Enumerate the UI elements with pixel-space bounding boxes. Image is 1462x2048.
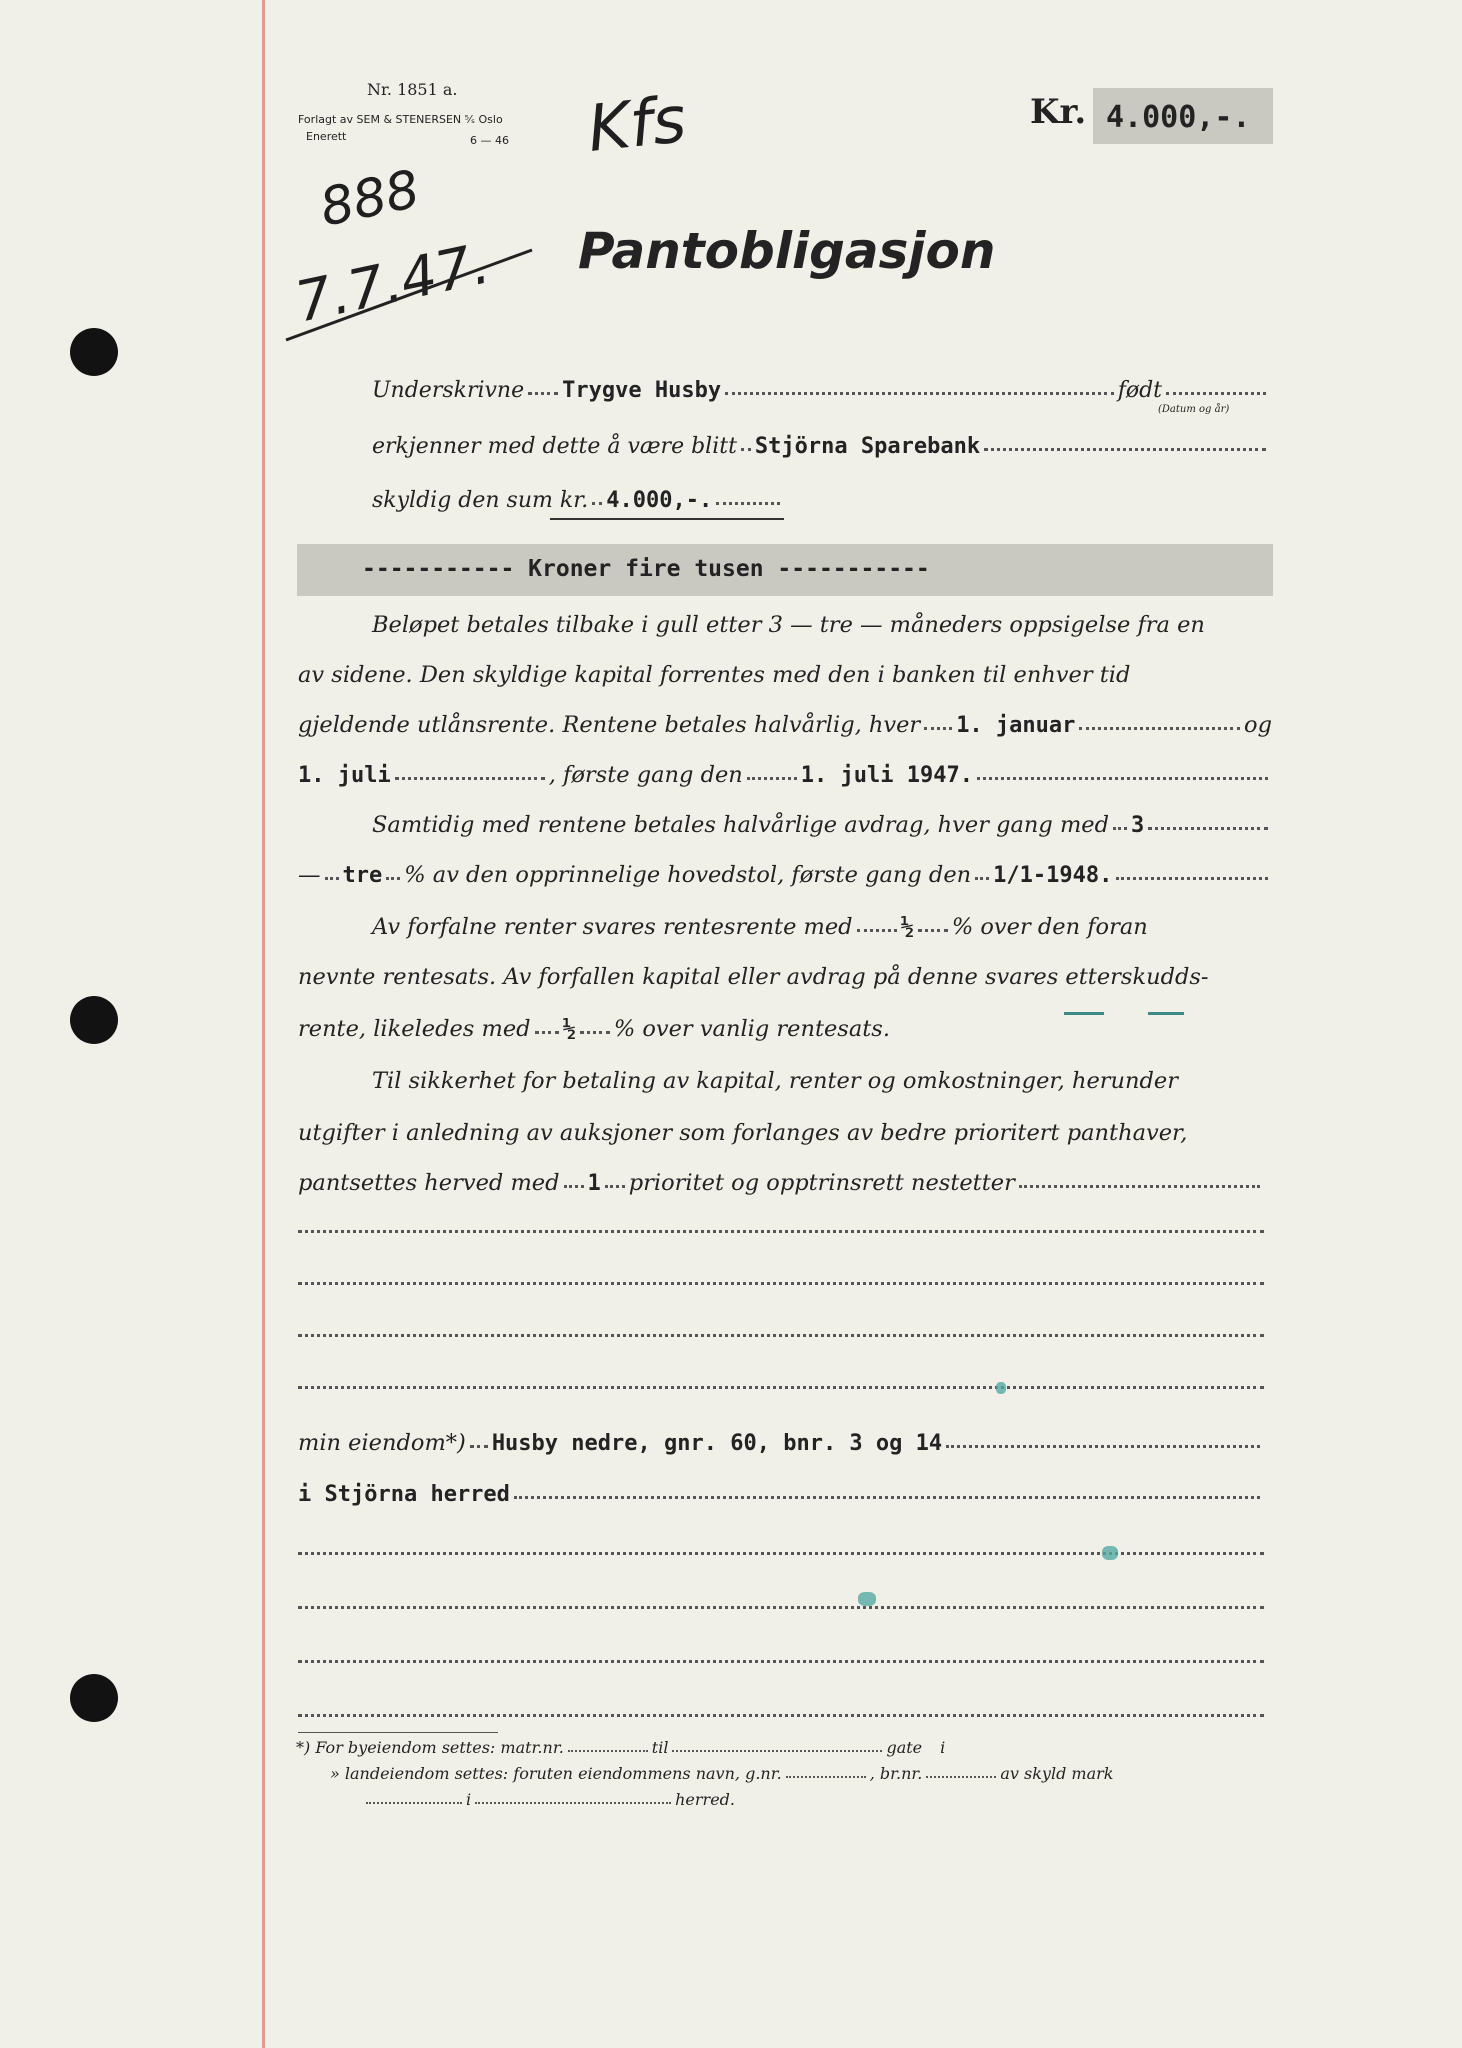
p2-line1-text: Samtidig med rentene betales halvårlige avdrag, hver gang med xyxy=(372,812,1110,838)
installment-percent: 3 xyxy=(1131,813,1145,838)
dot-leader xyxy=(475,1802,671,1804)
p3-line3-end: % over vanlig rentesats. xyxy=(613,1016,891,1042)
dot-leader xyxy=(946,1445,1260,1448)
punch-hole-bottom xyxy=(70,1674,118,1722)
blank-line xyxy=(298,1552,1264,1555)
blank-line xyxy=(298,1660,1264,1663)
footnote-l1-a: *) For byeiendom settes: matr.nr. xyxy=(296,1738,564,1757)
p3-line1-text: Av forfalne renter svares rentesrente med xyxy=(372,914,853,940)
handwritten-entry-number: 888 xyxy=(315,159,425,239)
footnote-l1-c: gate xyxy=(886,1738,923,1757)
handwritten-initials: Kfs xyxy=(584,83,690,167)
dot-leader xyxy=(1019,1185,1260,1188)
owes-value: 4.000,-. xyxy=(606,488,713,513)
publisher-line: Forlagt av SEM & STENERSEN ⁵⁄ₛ Oslo xyxy=(298,113,503,126)
dot-leader xyxy=(528,392,558,395)
dot-leader xyxy=(568,1750,648,1752)
property-row xyxy=(298,1430,1264,1456)
dot-leader xyxy=(366,1802,462,1804)
dot-leader xyxy=(1166,392,1266,395)
installment-percent-words: tre xyxy=(342,863,383,888)
footnote-l3-b: herred. xyxy=(675,1790,735,1809)
footnote-l1-b: til xyxy=(651,1738,669,1757)
amount-value: 4.000,-. xyxy=(1106,100,1251,135)
p2-line2-text: % av den opprinnelige hovedstol, første gang den xyxy=(404,862,972,888)
dot-leader xyxy=(395,777,545,780)
p1-line3-end: og xyxy=(1244,712,1272,738)
enerett-label: Enerett xyxy=(306,130,347,143)
dot-leader xyxy=(1079,727,1240,730)
footnote-l1-d: i xyxy=(940,1738,946,1757)
footnote-line-3 xyxy=(362,1790,735,1809)
p4-line3-end: prioritet og opptrinsrett nestetter xyxy=(628,1170,1015,1196)
property-row-2 xyxy=(298,1482,1264,1507)
dot-leader xyxy=(580,1031,610,1034)
dot-leader xyxy=(786,1776,866,1778)
document-title: Pantobligasjon xyxy=(578,222,996,280)
paragraph-4-line-1: Til sikkerhet for betaling av kapital, renter og omkostninger, herunder xyxy=(372,1068,1178,1094)
blank-line xyxy=(298,1282,1264,1285)
owes-label: skyldig den sum kr. xyxy=(372,488,589,513)
dot-leader xyxy=(747,777,797,780)
blank-line xyxy=(298,1334,1264,1337)
compound-rate: ½ xyxy=(900,915,914,940)
ink-mark xyxy=(1064,1012,1104,1015)
paragraph-1-line-3 xyxy=(298,712,1272,738)
footnote-line-1 xyxy=(296,1738,945,1757)
dot-leader xyxy=(977,777,1268,780)
handwritten-entry-date: 7.7.47. xyxy=(290,231,496,336)
blank-line xyxy=(298,1714,1264,1717)
paragraph-1-line-4 xyxy=(298,762,1272,788)
property-value: Husby nedre, gnr. 60, bnr. 3 og 14 xyxy=(491,1431,943,1456)
paragraph-4-line-3 xyxy=(298,1170,1264,1196)
handwritten-underline xyxy=(282,230,542,350)
punch-hole-top xyxy=(70,328,118,376)
dot-leader xyxy=(470,1445,488,1448)
dot-leader xyxy=(605,1185,625,1188)
dot-leader xyxy=(926,1776,996,1778)
born-hint: (Datum og år) xyxy=(1158,404,1230,415)
dot-leader xyxy=(1148,827,1268,830)
blank-line xyxy=(298,1230,1264,1233)
footnote-l2-a: » landeiendom settes: foruten eiendommens navn, g.nr. xyxy=(330,1764,782,1783)
amount-words: ----------- Kroner fire tusen ----------- xyxy=(362,556,930,582)
ink-smudge xyxy=(1102,1546,1118,1560)
owes-row xyxy=(372,488,784,513)
dot-leader xyxy=(592,502,602,505)
creditor-value: Stjörna Sparebank xyxy=(754,434,981,459)
paragraph-4-line-2: utgifter i anledning av auksjoner som forlanges av bedre prioritert panthaver, xyxy=(298,1120,1188,1146)
paragraph-2-line-1 xyxy=(372,812,1272,838)
dot-leader xyxy=(1116,877,1268,880)
dot-leader xyxy=(386,877,400,880)
dot-leader xyxy=(984,448,1266,451)
amount-label: Kr. xyxy=(1030,92,1087,132)
footnote-l2-c: av skyld mark xyxy=(1000,1764,1114,1783)
paragraph-1-line-2: av sidene. Den skyldige kapital forrentes med den i banken til enhver tid xyxy=(298,662,1131,688)
blank-line xyxy=(298,1606,1264,1609)
dot-leader xyxy=(1113,827,1127,830)
paragraph-3-line-2: nevnte rentesats. Av forfallen kapital eller avdrag på denne svares etterskudds- xyxy=(298,964,1209,990)
blank-line xyxy=(298,1386,1264,1389)
undersigned-row xyxy=(372,378,1270,403)
paragraph-3-line-3 xyxy=(298,1016,998,1042)
dot-leader xyxy=(918,929,948,932)
footnote-rule xyxy=(298,1732,498,1733)
dot-leader xyxy=(325,877,339,880)
p4-line3-text: pantsettes herved med xyxy=(298,1170,560,1196)
paragraph-3-line-1 xyxy=(372,914,1272,940)
interest-date-2: 1. juli xyxy=(298,763,391,788)
p3-line1-end: % over den foran xyxy=(951,914,1148,940)
p1-line4-text: , første gang den xyxy=(548,762,743,788)
acknowledges-row xyxy=(372,434,1270,459)
owes-underline xyxy=(550,518,784,520)
ink-smudge xyxy=(996,1382,1006,1394)
ink-mark xyxy=(1148,1012,1184,1015)
margin-rule xyxy=(262,0,265,2048)
footnote-line-2 xyxy=(330,1764,1113,1783)
late-rate: ½ xyxy=(562,1017,576,1042)
punch-hole-middle xyxy=(70,996,118,1044)
property-label: min eiendom*) xyxy=(298,1430,466,1456)
priority-value: 1 xyxy=(587,1171,601,1196)
form-number: Nr. 1851 a. xyxy=(367,80,458,99)
footnote-l3-a: i xyxy=(466,1790,472,1809)
dot-leader xyxy=(857,929,897,932)
interest-date-1: 1. januar xyxy=(956,713,1076,738)
acknowledges-label: erkjenner med dette å være blitt xyxy=(372,434,737,459)
dot-leader xyxy=(514,1496,1260,1499)
p2-line2-prefix: — xyxy=(298,862,321,888)
paragraph-1-line-1: Beløpet betales tilbake i gull etter 3 — tre — måneders oppsigelse fra en xyxy=(372,612,1205,638)
paragraph-2-line-2 xyxy=(298,862,1272,888)
footnote-l2-b: , br.nr. xyxy=(869,1764,923,1783)
property-value-2: i Stjörna herred xyxy=(298,1482,510,1507)
dot-leader xyxy=(535,1031,559,1034)
print-date-code: 6 — 46 xyxy=(470,134,509,147)
undersigned-value: Trygve Husby xyxy=(562,378,722,403)
first-interest-date: 1. juli 1947. xyxy=(800,763,973,788)
dot-leader xyxy=(564,1185,584,1188)
born-label: født xyxy=(1117,378,1162,403)
ink-smudge xyxy=(858,1592,876,1606)
dot-leader xyxy=(672,1750,882,1752)
dot-leader xyxy=(924,727,952,730)
dot-leader xyxy=(975,877,989,880)
dot-leader xyxy=(725,392,1114,395)
first-installment-date: 1/1-1948. xyxy=(993,863,1113,888)
dot-leader xyxy=(741,448,751,451)
undersigned-label: Underskrivne xyxy=(372,378,525,403)
p3-line3-text: rente, likeledes med xyxy=(298,1016,531,1042)
dot-leader xyxy=(716,502,780,505)
p1-line3-text: gjeldende utlånsrente. Rentene betales halvårlig, hver xyxy=(298,712,921,738)
